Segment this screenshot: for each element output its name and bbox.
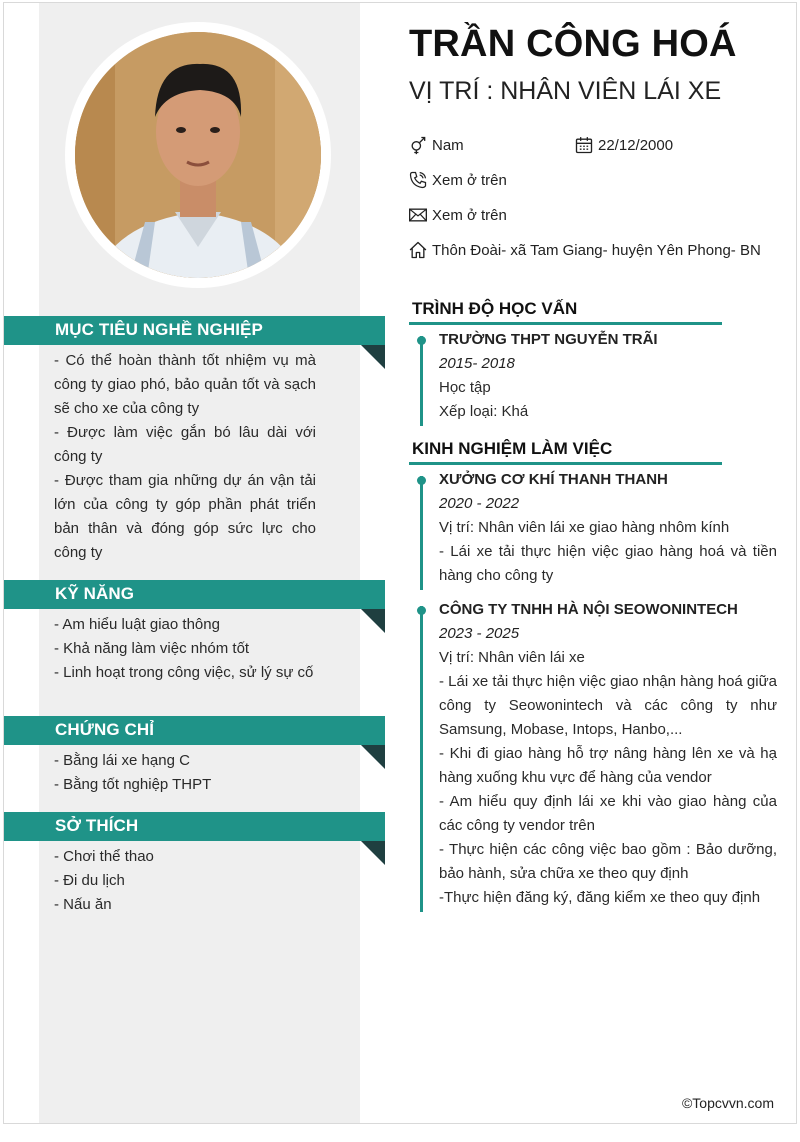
experience-title: KINH NGHIỆM LÀM VIỆC — [412, 439, 613, 458]
cv-page — [3, 2, 797, 1124]
skill-line: - Linh hoạt trong công việc, sử lý sự cố — [54, 664, 314, 681]
skill-line: - Am hiểu luật giao thông — [54, 616, 220, 633]
copyright-text: ©Topcvvn.com — [681, 1095, 774, 1111]
hobby-line: - Chơi thể thao — [54, 848, 154, 865]
education-underline — [409, 322, 722, 325]
company-period: 2020 - 2022 — [439, 495, 520, 512]
school-detail-line: Học tập — [439, 379, 491, 396]
job-position: VỊ TRÍ : NHÂN VIÊN LÁI XE — [409, 77, 722, 105]
objective-header — [4, 316, 385, 345]
objective-title: MỤC TIÊU NGHỀ NGHIỆP — [55, 320, 263, 339]
birthdate-text: 22/12/2000 — [598, 136, 674, 154]
experience-timeline-1 — [420, 476, 423, 590]
calendar-icon — [574, 135, 594, 155]
gender-text: Nam — [432, 136, 464, 154]
objective-line: - Được tham gia những dự án vận tải lớn của công ty góp phần phát triển bản thân và đóng góp sức lực cho công ty — [54, 472, 316, 561]
objective-text — [54, 349, 316, 565]
home-icon — [408, 240, 428, 260]
education-timeline — [420, 336, 423, 426]
company-detail-line: - Lái xe tải thực hiện việc giao hàng hoá và tiền hàng cho công ty — [439, 543, 777, 584]
objective-line: - Được làm việc gắn bó lâu dài với công ty — [54, 424, 316, 465]
company-name: CÔNG TY TNHH HÀ NỘI SEOWONINTECH — [439, 601, 738, 618]
company-detail-line: Vị trí: Nhân viên lái xe — [439, 649, 585, 666]
company-detail-line: - Thực hiện các công việc bao gồm : Bảo dưỡng, bảo hành, sửa chữa xe theo quy định — [439, 841, 777, 882]
company-detail-line: Vị trí: Nhân viên lái xe giao hàng nhôm kính — [439, 519, 730, 536]
school-period: 2015- 2018 — [439, 355, 515, 372]
company-detail-line: - Lái xe tải thực hiện việc giao nhận hàng hoá giữa công ty Seowonintech và các công ty như Samsung, Mobase, Intops, Hanbo,... — [439, 673, 777, 738]
school-detail-line: Xếp loại: Khá — [439, 403, 529, 420]
email-row — [408, 205, 507, 225]
company-detail-line: - Am hiểu quy định lái xe khi vào giao hàng của các công ty vendor trên — [439, 793, 777, 834]
certificates-text — [54, 749, 316, 797]
avatar-photo — [75, 32, 321, 278]
company-detail-line: -Thực hiện đăng ký, đăng kiểm xe theo quy định — [439, 889, 761, 906]
gender-icon — [408, 135, 428, 155]
avatar — [75, 32, 321, 278]
objective-line: - Có thể hoàn thành tốt nhiệm vụ mà công ty giao phó, bảo quản tốt và sạch sẽ cho xe của công ty — [54, 352, 316, 417]
company-name: XƯỞNG CƠ KHÍ THANH THANH — [439, 471, 668, 488]
address-text: Thôn Đoài- xã Tam Giang- huyện Yên Phong- BN — [432, 241, 761, 259]
company-details — [439, 516, 777, 588]
hobbies-text — [54, 845, 316, 917]
address-row — [408, 240, 761, 260]
experience-underline — [409, 462, 722, 465]
certificate-line: - Bằng tốt nghiệp THPT — [54, 776, 212, 793]
skills-text — [54, 613, 316, 685]
skills-fold — [361, 609, 385, 633]
phone-icon — [408, 170, 428, 190]
hobbies-fold — [361, 841, 385, 865]
certificates-fold — [361, 745, 385, 769]
phone-row — [408, 170, 507, 190]
experience-bullet-2 — [417, 606, 426, 615]
experience-timeline-2 — [420, 606, 423, 912]
objective-fold — [361, 345, 385, 369]
education-bullet — [417, 336, 426, 345]
certificates-header — [4, 716, 385, 745]
gender-row — [408, 135, 464, 155]
school-name: TRƯỜNG THPT NGUYỄN TRÃI — [439, 331, 658, 348]
company-detail-line: - Khi đi giao hàng hỗ trợ nâng hàng lên xe và hạ hàng xuống khu vực để hàng của vendor — [439, 745, 777, 786]
full-name: TRẦN CÔNG HOÁ — [409, 23, 737, 65]
skills-title: KỸ NĂNG — [55, 584, 135, 603]
hobbies-header — [4, 812, 385, 841]
experience-bullet-1 — [417, 476, 426, 485]
phone-text: Xem ở trên — [432, 171, 507, 189]
certificate-line: - Bằng lái xe hạng C — [54, 752, 190, 769]
skill-line: - Khả năng làm việc nhóm tốt — [54, 640, 250, 657]
certificates-title: CHỨNG CHỈ — [55, 720, 155, 739]
mail-icon — [408, 205, 428, 225]
email-text: Xem ở trên — [432, 206, 507, 224]
company-period: 2023 - 2025 — [439, 625, 520, 642]
hobby-line: - Đi du lịch — [54, 872, 125, 889]
company-details — [439, 646, 777, 910]
school-details — [439, 376, 777, 424]
birthdate-row — [574, 135, 673, 155]
skills-header — [4, 580, 385, 609]
hobbies-title: SỞ THÍCH — [55, 816, 139, 835]
education-title: TRÌNH ĐỘ HỌC VẤN — [412, 299, 578, 318]
hobby-line: - Nấu ăn — [54, 896, 112, 913]
